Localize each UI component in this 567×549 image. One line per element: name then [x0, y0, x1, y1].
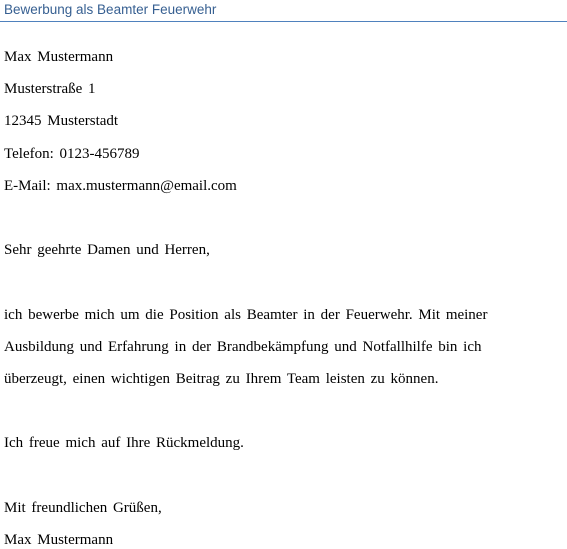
- sender-block: [4, 41, 567, 202]
- sender-phone: Telefon: 0123-456789: [4, 145, 140, 162]
- sender-city: 12345 Musterstadt: [4, 113, 119, 130]
- body-paragraph-1: [4, 299, 567, 396]
- paragraph-line: ich bewerbe mich um die Position als Beamter in der Feuerwehr. Mit meiner: [4, 306, 488, 323]
- letter-body: [0, 22, 567, 548]
- closing-greeting: Mit freundlichen Grüßen,: [4, 499, 162, 516]
- sender-name: Max Mustermann: [4, 49, 114, 65]
- salutation: Sehr geehrte Damen und Herren,: [4, 242, 210, 259]
- blank-line: [4, 202, 567, 234]
- paragraph-line: Ausbildung und Erfahrung in der Brandbekämpfung und Notfallhilfe bin ich: [4, 338, 482, 355]
- blank-line: [4, 459, 567, 491]
- closing-block: [4, 492, 567, 548]
- document-title: Bewerbung als Beamter Feuerwehr: [4, 2, 217, 17]
- closing-signature: Max Mustermann: [4, 531, 114, 548]
- body-paragraph-2: Ich freue mich auf Ihre Rückmeldung.: [4, 435, 244, 452]
- sender-email: E-Mail: max.mustermann@email.com: [4, 177, 237, 194]
- sender-street: Musterstraße 1: [4, 81, 96, 98]
- document-header: [0, 0, 567, 22]
- blank-line: [4, 266, 567, 298]
- paragraph-line: überzeugt, einen wichtigen Beitrag zu Ihrem Team leisten zu können.: [4, 370, 439, 387]
- blank-line: [4, 395, 567, 427]
